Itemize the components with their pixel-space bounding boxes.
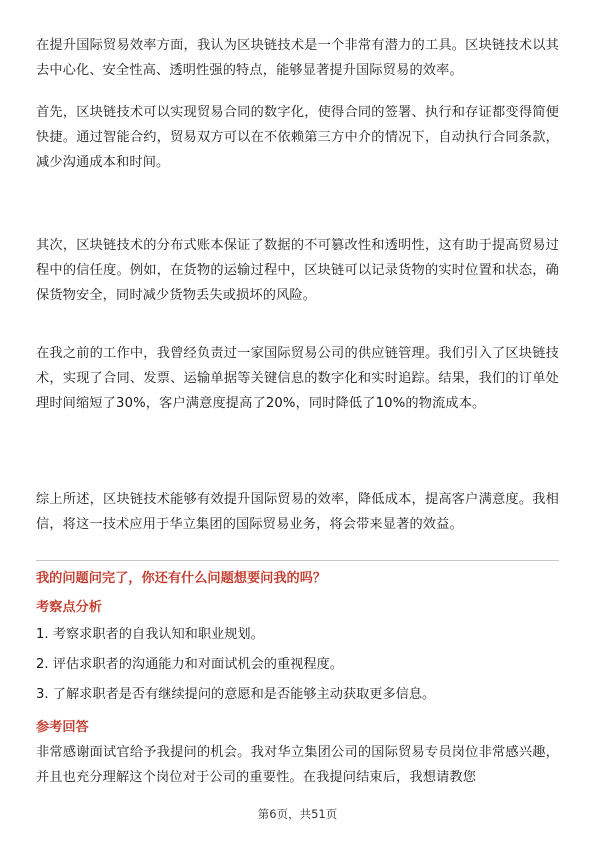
reference-answer: 非常感谢面试官给予我提问的机会。我对华立集团公司的国际贸易专员岗位非常感兴趣，并且也充分理解这个岗位对于公司的重要性。在我提问结束后，我想请教您 xyxy=(36,745,559,785)
analysis-item: 1. 考察求职者的自我认知和职业规划。 xyxy=(36,627,264,642)
paragraph-experience: 在我之前的工作中，我曾经负责过一家国际贸易公司的供应链管理。我们引入了区块链技术，实现了合同、发票、运输单据等关键信息的数字化和实时追踪。结果，我们的订单处理时间缩短了30%，客户满意度提高了20%，同时降低了10%的物流成本。 xyxy=(36,346,559,411)
document-page xyxy=(36,0,559,842)
page-number: 第6页，共51页 xyxy=(257,807,338,821)
interview-question: 我的问题问完了，你还有什么问题想要问我的吗？ xyxy=(36,571,327,586)
paragraph-second: 其次，区块链技术的分布式账本保证了数据的不可篡改性和透明性，这有助于提高贸易过程中的信任度。例如，在货物的运输过程中，区块链可以记录货物的实时位置和状态，确保货物安全，同时减少货物丢失或损坏的风险。 xyxy=(36,238,559,303)
section-divider xyxy=(36,560,559,561)
analysis-item: 2. 评估求职者的沟通能力和对面试机会的重视程度。 xyxy=(36,657,343,672)
paragraph-conclusion: 综上所述，区块链技术能够有效提升国际贸易的效率，降低成本，提高客户满意度。我相信，将这一技术应用于华立集团的国际贸易业务，将会带来显著的效益。 xyxy=(36,492,559,532)
paragraph-first: 首先，区块链技术可以实现贸易合同的数字化，使得合同的签署、执行和存证都变得简便快捷。通过智能合约，贸易双方可以在不依赖第三方中介的情况下，自动执行合同条款，减少沟通成本和时间。 xyxy=(36,105,559,170)
reference-title: 参考回答 xyxy=(36,720,89,735)
paragraph-intro: 在提升国际贸易效率方面，我认为区块链技术是一个非常有潜力的工具。区块链技术以其去中心化、安全性高、透明性强的特点，能够显著提升国际贸易的效率。 xyxy=(36,38,559,78)
analysis-title: 考察点分析 xyxy=(36,600,102,615)
analysis-item: 3. 了解求职者是否有继续提问的意愿和是否能够主动获取更多信息。 xyxy=(36,687,436,702)
